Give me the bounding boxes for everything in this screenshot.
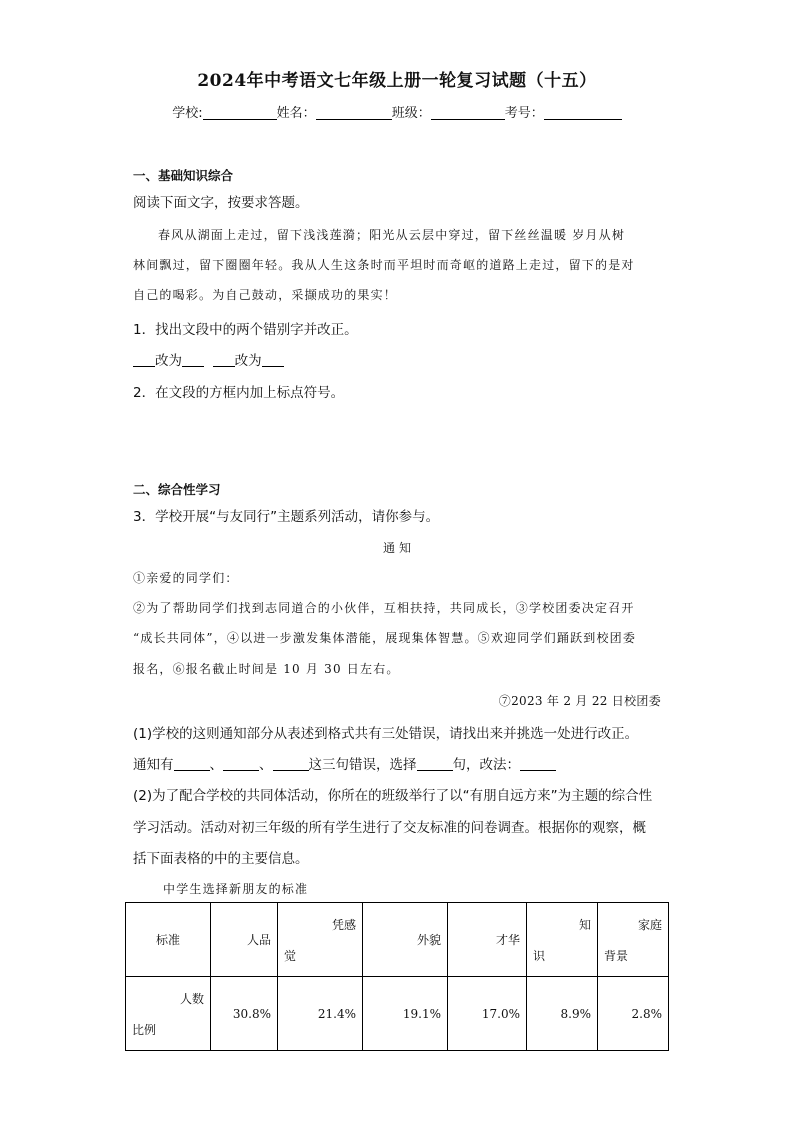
exam-no-label: 考号： [504, 106, 544, 121]
question-1-answer-row [133, 349, 284, 369]
answer-blank[interactable] [182, 354, 204, 367]
answer-blank[interactable] [174, 758, 210, 771]
change-to-label: 改为 [155, 353, 182, 369]
value-cell: 8.9% [527, 977, 598, 1051]
header-cell: 外貌 [363, 903, 448, 977]
answer-blank[interactable] [223, 758, 259, 771]
notice-line: ①亲爱的同学们： [133, 571, 239, 585]
notice-line: ②为了帮助同学们找到志同道合的小伙伴，互相扶持，共同成长，③学校团委决定召开 [133, 601, 635, 615]
change-to-label: 改为 [234, 353, 262, 369]
table-caption: 中学生选择新朋友的标准 [163, 882, 309, 896]
notice-signature: ⑦2023 年 2 月 22 日校团委 [498, 694, 661, 708]
table-data-row [126, 977, 669, 1051]
section1-heading: 一、基础知识综合 [133, 168, 234, 183]
passage-line: 林间飘过，留下圈圈年轻。我从人生这条时而平坦时而奇岖的道路上走过，留下的是对 [133, 258, 635, 272]
header-cell: 知 识 [527, 903, 598, 977]
name-blank[interactable] [316, 105, 392, 120]
answer-blank[interactable] [273, 758, 309, 771]
fill-text: 通知有 [133, 757, 174, 773]
answer-blank[interactable] [262, 354, 284, 367]
header-cell: 家庭 背景 [598, 903, 669, 977]
section1-instruction: 阅读下面文字，按要求答题。 [133, 195, 309, 211]
passage-line: 自己的喝彩。为自己鼓动，采撷成功的果实！ [133, 288, 398, 302]
notice-title: 通知 [383, 541, 416, 555]
class-label: 班级： [391, 106, 431, 121]
value-cell: 19.1% [363, 977, 448, 1051]
answer-blank[interactable] [417, 758, 453, 771]
passage-line: 春风从湖面上走过，留下浅浅莲漪；阳光从云层中穿过，留下丝丝温暖 岁月从树 [158, 228, 626, 242]
value-cell: 21.4% [278, 977, 363, 1051]
question-1: 1．找出文段中的两个错别字并改正。 [133, 322, 358, 338]
fill-text: 这三句错误，选择 [308, 757, 417, 773]
answer-blank[interactable] [520, 758, 556, 771]
sub-question-2: 括下面表格的中的主要信息。 [133, 851, 309, 867]
row-label-cell: 人数 比例 [126, 977, 211, 1051]
value-cell: 17.0% [448, 977, 527, 1051]
header-cell: 人品 [211, 903, 278, 977]
sub-question-2: 学习活动。活动对初三年级的所有学生进行了交友标准的问卷调查。根据你的观察，概 [133, 820, 646, 836]
section2-heading: 二、综合性学习 [133, 482, 221, 497]
fill-text: 句，改法： [452, 757, 520, 773]
student-info-line [0, 102, 794, 121]
class-blank[interactable] [431, 105, 505, 120]
notice-line: 报名，⑥报名截止时间是 10 月 30 日左右。 [133, 662, 400, 676]
sub-question-2: (2)为了配合学校的共同体活动，你所在的班级举行了以“有朋自远方来”为主题的综合性 [133, 788, 653, 804]
exam-no-blank[interactable] [544, 105, 622, 120]
school-blank[interactable] [203, 105, 277, 120]
header-cell: 凭感 觉 [278, 903, 363, 977]
value-cell: 30.8% [211, 977, 278, 1051]
value-cell: 2.8% [598, 977, 669, 1051]
table-header-row [126, 903, 669, 977]
name-label: 姓名： [276, 106, 316, 121]
sub-question-1-fill-row: 通知有 、 、 这三句错误，选择 句，改法： [133, 753, 556, 773]
header-cell: 才华 [448, 903, 527, 977]
sub-question-1: (1)学校的这则通知部分从表述到格式共有三处错误，请找出来并挑选一处进行改正。 [133, 726, 639, 742]
header-cell: 标准 [126, 903, 211, 977]
notice-line: “成长共同体”，④以进一步激发集体潜能，展现集体智慧。⑤欢迎同学们踊跃到校团委 [133, 631, 637, 645]
answer-blank[interactable] [213, 354, 235, 367]
question-2: 2．在文段的方框内加上标点符号。 [133, 385, 345, 401]
question-3: 3．学校开展“与友同行”主题系列活动，请你参与。 [133, 509, 440, 525]
school-label: 学校: [172, 106, 203, 121]
answer-blank[interactable] [133, 354, 155, 367]
friend-criteria-table [125, 902, 669, 1051]
page-title: 2024年中考语文七年级上册一轮复习试题（十五） [197, 71, 597, 91]
